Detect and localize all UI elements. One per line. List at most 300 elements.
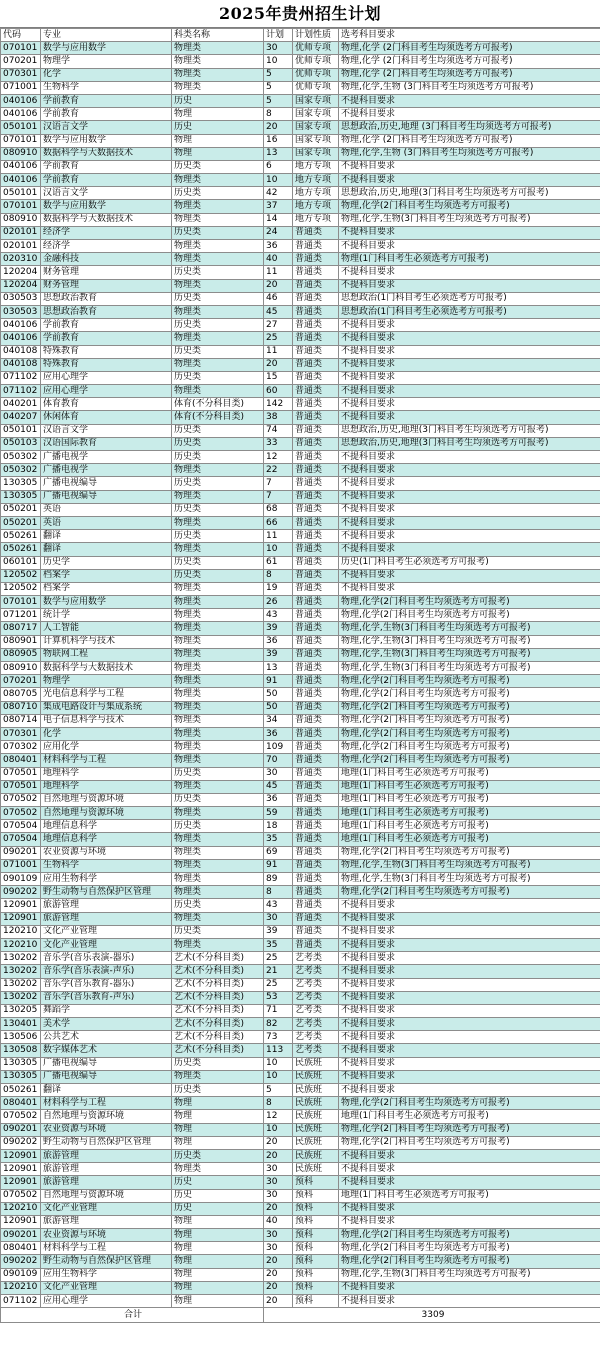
table-row [1, 94, 600, 107]
cell-code: 030503 [1, 305, 41, 318]
cell-plan-type: 普通类 [293, 490, 339, 503]
cell-plan-type: 普通类 [293, 424, 339, 437]
table-row [1, 464, 600, 477]
cell-plan: 12 [264, 1110, 293, 1123]
cell-code: 040106 [1, 94, 41, 107]
cell-plan-type: 普通类 [293, 226, 339, 239]
cell-category: 物理类 [172, 582, 264, 595]
cell-major: 舞蹈学 [41, 1004, 172, 1017]
cell-plan: 10 [264, 1057, 293, 1070]
cell-category: 历史类 [172, 530, 264, 543]
cell-major: 数学与应用数学 [41, 42, 172, 55]
cell-plan: 42 [264, 187, 293, 200]
cell-code: 050103 [1, 437, 41, 450]
cell-major: 文化产业管理 [41, 925, 172, 938]
cell-plan: 30 [264, 912, 293, 925]
cell-subject-requirement: 不提科目要求 [339, 226, 600, 239]
cell-subject-requirement: 不提科目要求 [339, 1044, 600, 1057]
cell-code: 071102 [1, 1295, 41, 1308]
cell-plan: 30 [264, 1176, 293, 1189]
cell-plan-type: 民族班 [293, 1163, 339, 1176]
cell-major: 生物科学 [41, 81, 172, 94]
cell-plan: 5 [264, 1084, 293, 1097]
cell-plan-type: 普通类 [293, 530, 339, 543]
cell-subject-requirement: 不提科目要求 [339, 490, 600, 503]
table-row [1, 1004, 600, 1017]
cell-code: 130202 [1, 978, 41, 991]
table-row [1, 147, 600, 160]
cell-plan: 59 [264, 807, 293, 820]
cell-major: 文化产业管理 [41, 938, 172, 951]
cell-subject-requirement: 不提科目要求 [339, 1018, 600, 1031]
cell-category: 历史类 [172, 820, 264, 833]
cell-plan-type: 国家专项 [293, 108, 339, 121]
cell-subject-requirement: 历史(1门科目考生必须选考方可报考) [339, 556, 600, 569]
cell-plan: 35 [264, 938, 293, 951]
cell-plan: 36 [264, 793, 293, 806]
cell-plan: 20 [264, 1255, 293, 1268]
cell-code: 130506 [1, 1031, 41, 1044]
cell-category: 物理类 [172, 1070, 264, 1083]
cell-category: 物理类 [172, 662, 264, 675]
cell-code: 080910 [1, 662, 41, 675]
cell-plan-type: 普通类 [293, 503, 339, 516]
cell-subject-requirement: 物理(1门科目考生必须选考方可报考) [339, 253, 600, 266]
cell-major: 旅游管理 [41, 899, 172, 912]
cell-plan: 30 [264, 1163, 293, 1176]
cell-plan: 39 [264, 925, 293, 938]
table-row [1, 793, 600, 806]
table-row [1, 160, 600, 173]
cell-category: 物理类 [172, 886, 264, 899]
cell-subject-requirement: 不提科目要求 [339, 240, 600, 253]
cell-plan: 74 [264, 424, 293, 437]
cell-plan: 21 [264, 965, 293, 978]
table-row [1, 938, 600, 951]
table-row [1, 1281, 600, 1294]
table-header-row [1, 29, 600, 42]
header-plan-type: 计划性质 [293, 29, 339, 42]
cell-plan: 39 [264, 622, 293, 635]
cell-plan: 91 [264, 675, 293, 688]
cell-subject-requirement: 不提科目要求 [339, 411, 600, 424]
cell-code: 070201 [1, 55, 41, 68]
cell-major: 学前教育 [41, 332, 172, 345]
cell-plan-type: 普通类 [293, 635, 339, 648]
cell-major: 旅游管理 [41, 1163, 172, 1176]
table-row [1, 556, 600, 569]
cell-plan: 89 [264, 873, 293, 886]
cell-code: 090201 [1, 1229, 41, 1242]
cell-code: 020310 [1, 253, 41, 266]
cell-subject-requirement: 物理,化学,生物(3门科目考生均须选考方可报考) [339, 662, 600, 675]
cell-subject-requirement: 思想政治,历史,地理(3门科目考生均须选考方可报考) [339, 187, 600, 200]
cell-plan-type: 艺考类 [293, 1031, 339, 1044]
header-plan: 计划 [264, 29, 293, 42]
cell-plan-type: 预科 [293, 1255, 339, 1268]
cell-code: 120901 [1, 1163, 41, 1176]
table-row [1, 371, 600, 384]
table-row [1, 1229, 600, 1242]
cell-major: 电子信息科学与技术 [41, 714, 172, 727]
cell-plan: 30 [264, 1189, 293, 1202]
cell-code: 070502 [1, 807, 41, 820]
cell-subject-requirement: 不提科目要求 [339, 1031, 600, 1044]
cell-subject-requirement: 物理,化学(2门科目考生均须选考方可报考) [339, 886, 600, 899]
table-row [1, 305, 600, 318]
header-major: 专业 [41, 29, 172, 42]
cell-major: 公共艺术 [41, 1031, 172, 1044]
cell-plan-type: 普通类 [293, 793, 339, 806]
cell-subject-requirement: 不提科目要求 [339, 266, 600, 279]
cell-subject-requirement: 物理,化学(2门科目考生均须选考方可报考) [339, 754, 600, 767]
cell-major: 应用心理学 [41, 385, 172, 398]
cell-plan: 20 [264, 1202, 293, 1215]
cell-plan-type: 普通类 [293, 411, 339, 424]
table-row [1, 1255, 600, 1268]
cell-major: 档案学 [41, 582, 172, 595]
cell-category: 物理类 [172, 596, 264, 609]
cell-major: 自然地理与资源环境 [41, 807, 172, 820]
cell-plan: 39 [264, 648, 293, 661]
header-category: 科类名称 [172, 29, 264, 42]
cell-category: 物理类 [172, 675, 264, 688]
cell-plan: 27 [264, 319, 293, 332]
cell-plan-type: 国家专项 [293, 94, 339, 107]
table-row [1, 1215, 600, 1228]
cell-plan-type: 民族班 [293, 1097, 339, 1110]
cell-plan-type: 普通类 [293, 859, 339, 872]
cell-major: 地理科学 [41, 767, 172, 780]
cell-plan: 35 [264, 833, 293, 846]
cell-category: 物理 [172, 1136, 264, 1149]
table-row [1, 596, 600, 609]
cell-plan-type: 普通类 [293, 938, 339, 951]
table-row [1, 68, 600, 81]
cell-plan-type: 普通类 [293, 569, 339, 582]
cell-subject-requirement: 物理,化学 (2门科目考生均须选考方可报考) [339, 42, 600, 55]
cell-subject-requirement: 物理,化学(2门科目考生均须选考方可报考) [339, 1229, 600, 1242]
table-row [1, 846, 600, 859]
cell-category: 物理类 [172, 846, 264, 859]
cell-subject-requirement: 物理,化学(2门科目考生均须选考方可报考) [339, 1242, 600, 1255]
cell-code: 130305 [1, 1057, 41, 1070]
cell-code: 050201 [1, 516, 41, 529]
cell-major: 数学与应用数学 [41, 200, 172, 213]
cell-code: 080710 [1, 701, 41, 714]
cell-subject-requirement: 物理,化学(2门科目考生均须选考方可报考) [339, 1136, 600, 1149]
table-row [1, 1044, 600, 1057]
cell-plan: 69 [264, 846, 293, 859]
cell-category: 历史 [172, 1202, 264, 1215]
cell-plan-type: 地方专项 [293, 187, 339, 200]
cell-code: 120901 [1, 1149, 41, 1162]
cell-subject-requirement: 物理,化学,生物(3门科目考生均须选考方可报考) [339, 622, 600, 635]
table-row [1, 1202, 600, 1215]
cell-major: 休闲体育 [41, 411, 172, 424]
cell-plan: 20 [264, 1149, 293, 1162]
cell-category: 艺术(不分科目类) [172, 1044, 264, 1057]
cell-subject-requirement: 不提科目要求 [339, 1084, 600, 1097]
cell-plan-type: 艺考类 [293, 991, 339, 1004]
cell-code: 080401 [1, 754, 41, 767]
cell-plan-type: 普通类 [293, 332, 339, 345]
cell-subject-requirement: 不提科目要求 [339, 345, 600, 358]
cell-code: 040207 [1, 411, 41, 424]
cell-plan-type: 普通类 [293, 292, 339, 305]
cell-code: 050302 [1, 451, 41, 464]
table-row [1, 978, 600, 991]
cell-plan: 15 [264, 371, 293, 384]
table-row [1, 1018, 600, 1031]
cell-major: 学前教育 [41, 160, 172, 173]
table-row [1, 477, 600, 490]
table-row [1, 873, 600, 886]
cell-plan-type: 普通类 [293, 688, 339, 701]
cell-plan-type: 民族班 [293, 1070, 339, 1083]
cell-major: 统计学 [41, 609, 172, 622]
cell-category: 物理 [172, 147, 264, 160]
cell-major: 汉语国际教育 [41, 437, 172, 450]
cell-plan-type: 民族班 [293, 1084, 339, 1097]
cell-plan: 60 [264, 385, 293, 398]
cell-code: 050261 [1, 1084, 41, 1097]
cell-category: 历史类 [172, 345, 264, 358]
table-row [1, 569, 600, 582]
cell-subject-requirement: 物理,化学,生物(3门科目考生均须选考方可报考) [339, 873, 600, 886]
table-row [1, 108, 600, 121]
cell-category: 物理类 [172, 42, 264, 55]
cell-category: 历史类 [172, 160, 264, 173]
cell-category: 历史类 [172, 187, 264, 200]
cell-major: 文化产业管理 [41, 1281, 172, 1294]
cell-major: 历史学 [41, 556, 172, 569]
cell-plan: 20 [264, 279, 293, 292]
cell-plan-type: 民族班 [293, 1136, 339, 1149]
cell-code: 050101 [1, 187, 41, 200]
cell-subject-requirement: 不提科目要求 [339, 279, 600, 292]
cell-plan: 10 [264, 174, 293, 187]
cell-plan: 73 [264, 1031, 293, 1044]
table-row [1, 675, 600, 688]
table-row [1, 622, 600, 635]
cell-plan: 5 [264, 81, 293, 94]
cell-category: 物理类 [172, 701, 264, 714]
table-row [1, 226, 600, 239]
cell-major: 特殊教育 [41, 345, 172, 358]
cell-plan-type: 普通类 [293, 622, 339, 635]
table-row [1, 200, 600, 213]
cell-plan-type: 普通类 [293, 358, 339, 371]
cell-plan: 16 [264, 134, 293, 147]
cell-subject-requirement: 不提科目要求 [339, 582, 600, 595]
cell-plan: 10 [264, 55, 293, 68]
cell-code: 040106 [1, 108, 41, 121]
cell-major: 财务管理 [41, 279, 172, 292]
table-row [1, 411, 600, 424]
cell-subject-requirement: 不提科目要求 [339, 952, 600, 965]
table-row [1, 701, 600, 714]
cell-plan: 40 [264, 253, 293, 266]
cell-plan-type: 普通类 [293, 925, 339, 938]
cell-plan-type: 普通类 [293, 846, 339, 859]
table-row [1, 398, 600, 411]
cell-code: 090109 [1, 873, 41, 886]
table-row [1, 134, 600, 147]
cell-plan: 11 [264, 530, 293, 543]
cell-plan-type: 普通类 [293, 371, 339, 384]
cell-code: 050302 [1, 464, 41, 477]
cell-plan: 50 [264, 701, 293, 714]
table-row [1, 345, 600, 358]
cell-category: 物理类 [172, 55, 264, 68]
cell-subject-requirement: 不提科目要求 [339, 174, 600, 187]
cell-code: 080910 [1, 147, 41, 160]
cell-code: 070502 [1, 1189, 41, 1202]
table-row [1, 820, 600, 833]
cell-category: 物理 [172, 1268, 264, 1281]
table-row [1, 358, 600, 371]
cell-subject-requirement: 不提科目要求 [339, 965, 600, 978]
cell-plan-type: 普通类 [293, 873, 339, 886]
total-value: 3309 [264, 1308, 600, 1323]
cell-plan-type: 地方专项 [293, 160, 339, 173]
cell-subject-requirement: 不提科目要求 [339, 1163, 600, 1176]
cell-plan: 30 [264, 1242, 293, 1255]
cell-category: 物理类 [172, 912, 264, 925]
cell-subject-requirement: 思想政治,历史,地理(3门科目考生均须选考方可报考) [339, 437, 600, 450]
table-row [1, 1084, 600, 1097]
cell-category: 物理 [172, 1281, 264, 1294]
cell-major: 人工智能 [41, 622, 172, 635]
cell-plan-type: 普通类 [293, 582, 339, 595]
cell-major: 数学与应用数学 [41, 596, 172, 609]
cell-plan: 8 [264, 886, 293, 899]
table-row [1, 965, 600, 978]
cell-category: 历史 [172, 1189, 264, 1202]
cell-plan-type: 国家专项 [293, 147, 339, 160]
cell-plan-type: 普通类 [293, 305, 339, 318]
cell-subject-requirement: 物理,化学(2门科目考生均须选考方可报考) [339, 688, 600, 701]
cell-code: 080705 [1, 688, 41, 701]
cell-plan-type: 普通类 [293, 833, 339, 846]
table-row [1, 55, 600, 68]
cell-category: 物理类 [172, 714, 264, 727]
cell-subject-requirement: 不提科目要求 [339, 991, 600, 1004]
cell-plan-type: 普通类 [293, 754, 339, 767]
table-body [1, 29, 600, 1323]
cell-plan-type: 艺考类 [293, 1044, 339, 1057]
cell-category: 历史类 [172, 451, 264, 464]
cell-major: 物联网工程 [41, 648, 172, 661]
cell-plan: 68 [264, 503, 293, 516]
cell-major: 翻译 [41, 530, 172, 543]
cell-plan-type: 艺考类 [293, 978, 339, 991]
cell-plan-type: 艺考类 [293, 1018, 339, 1031]
cell-category: 物理类 [172, 543, 264, 556]
cell-code: 120210 [1, 925, 41, 938]
cell-plan-type: 地方专项 [293, 174, 339, 187]
cell-plan-type: 地方专项 [293, 213, 339, 226]
cell-major: 英语 [41, 516, 172, 529]
cell-major: 应用心理学 [41, 371, 172, 384]
cell-subject-requirement: 物理,化学 (2门科目考生均须选考方可报考) [339, 134, 600, 147]
table-row [1, 1110, 600, 1123]
cell-category: 物理 [172, 1229, 264, 1242]
cell-plan: 38 [264, 411, 293, 424]
cell-subject-requirement: 物理,化学 (2门科目考生均须选考方可报考) [339, 68, 600, 81]
cell-code: 120210 [1, 1202, 41, 1215]
cell-category: 物理类 [172, 332, 264, 345]
cell-major: 旅游管理 [41, 1176, 172, 1189]
cell-category: 体育(不分科目类) [172, 411, 264, 424]
cell-major: 金融科技 [41, 253, 172, 266]
cell-code: 060101 [1, 556, 41, 569]
cell-code: 070101 [1, 134, 41, 147]
cell-plan: 11 [264, 345, 293, 358]
cell-major: 应用生物科学 [41, 873, 172, 886]
table-row [1, 1070, 600, 1083]
cell-major: 野生动物与自然保护区管理 [41, 886, 172, 899]
cell-subject-requirement: 物理,化学(2门科目考生均须选考方可报考) [339, 727, 600, 740]
cell-plan-type: 优师专项 [293, 55, 339, 68]
cell-code: 040106 [1, 332, 41, 345]
cell-plan-type: 普通类 [293, 767, 339, 780]
cell-plan-type: 预科 [293, 1176, 339, 1189]
cell-subject-requirement: 不提科目要求 [339, 1149, 600, 1162]
cell-category: 物理类 [172, 81, 264, 94]
cell-plan: 13 [264, 147, 293, 160]
cell-category: 物理 [172, 1215, 264, 1228]
total-row [1, 1308, 600, 1323]
table-row [1, 582, 600, 595]
cell-plan: 8 [264, 1097, 293, 1110]
cell-plan: 18 [264, 820, 293, 833]
cell-category: 历史类 [172, 569, 264, 582]
cell-code: 071102 [1, 371, 41, 384]
cell-code: 120901 [1, 1176, 41, 1189]
cell-plan-type: 预科 [293, 1202, 339, 1215]
cell-subject-requirement: 不提科目要求 [339, 1057, 600, 1070]
cell-category: 物理 [172, 108, 264, 121]
cell-subject-requirement: 不提科目要求 [339, 1281, 600, 1294]
cell-code: 120210 [1, 938, 41, 951]
cell-category: 历史类 [172, 437, 264, 450]
cell-plan: 34 [264, 714, 293, 727]
cell-major: 财务管理 [41, 266, 172, 279]
cell-plan: 36 [264, 635, 293, 648]
cell-subject-requirement: 不提科目要求 [339, 925, 600, 938]
cell-subject-requirement: 物理,化学(2门科目考生均须选考方可报考) [339, 609, 600, 622]
cell-plan: 36 [264, 240, 293, 253]
cell-major: 广播电视学 [41, 451, 172, 464]
cell-code: 130401 [1, 1018, 41, 1031]
cell-major: 广播电视编导 [41, 477, 172, 490]
cell-subject-requirement: 不提科目要求 [339, 1215, 600, 1228]
cell-category: 物理类 [172, 609, 264, 622]
cell-subject-requirement: 不提科目要求 [339, 978, 600, 991]
cell-category: 物理类 [172, 648, 264, 661]
cell-subject-requirement: 不提科目要求 [339, 477, 600, 490]
cell-code: 130305 [1, 1070, 41, 1083]
cell-code: 130508 [1, 1044, 41, 1057]
cell-major: 光电信息科学与工程 [41, 688, 172, 701]
cell-category: 历史类 [172, 925, 264, 938]
cell-plan-type: 普通类 [293, 279, 339, 292]
cell-plan-type: 普通类 [293, 727, 339, 740]
cell-plan-type: 民族班 [293, 1057, 339, 1070]
table-row [1, 727, 600, 740]
